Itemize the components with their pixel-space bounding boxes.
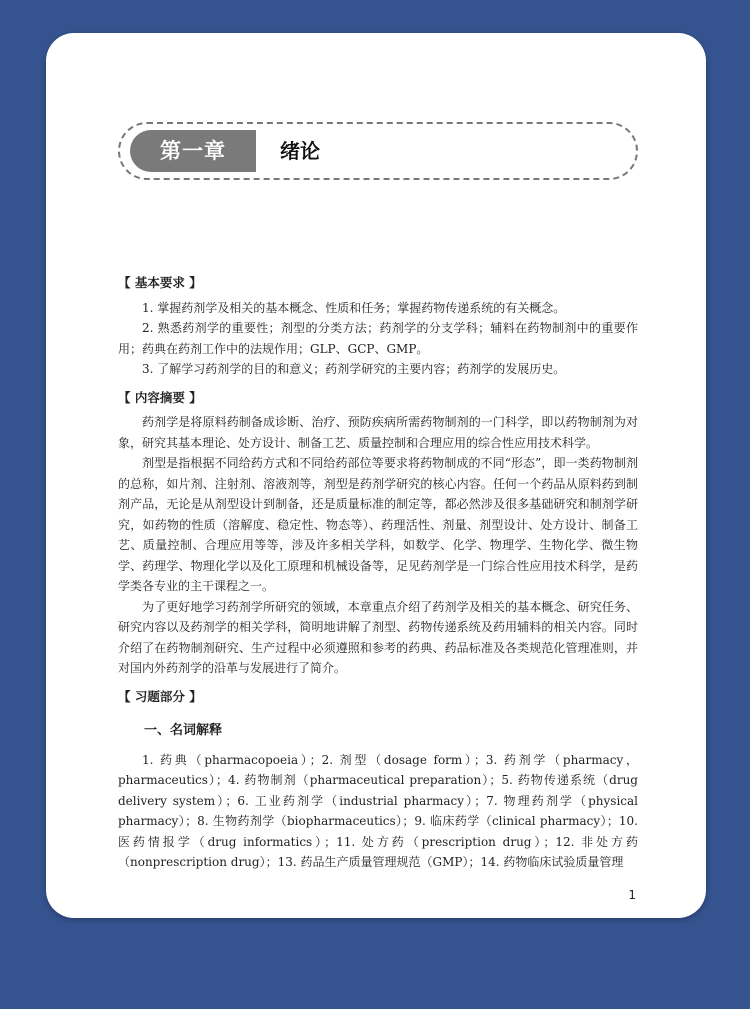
chapter-banner xyxy=(118,122,638,180)
chapter-number: 第一章 xyxy=(130,130,256,172)
requirement-item: 3. 了解学习药剂学的目的和意义；药剂学研究的主要内容；药剂学的发展历史。 xyxy=(142,362,566,376)
summary-paragraph: 为了更好地学习药剂学所研究的领域，本章重点介绍了药剂学及相关的基本概念、研究任务、研究内容以及药剂学的相关学科，简明地讲解了剂型、药物传递系统及药用辅料的相关内容。同时介绍了在药物制剂研究、生产过程中必须遵照和参考的药典、药品标准及各类规范化管理准则，并对国内外药剂学的沿革与发展进行了简介。 xyxy=(118,599,638,675)
summary-paragraph: 剂型是指根据不同给药方式和不同给药部位等要求将药物制成的不同“形态”，即一类药物制剂的总称，如片剂、注射剂、溶液剂等，剂型是药剂学研究的核心内容。任何一个药品从原料药到制剂产品，无论是从剂型设计到制备，还是质量标准的制定等，都必然涉及很多基础研究和制剂学研究，如药物的性质（溶解度、稳定性、物态等）、药理活性、剂量、剂型设计、处方设计、制备工艺、质量控制、合理应用等等，涉及许多相关学科，如数学、化学、物理学、生物化学、微生物学、药理学、物理化学以及化工原理和机械设备等，足见药剂学是一门综合性应用技术科学，是药学类各专业的主干课程之一。 xyxy=(118,456,638,593)
requirement-item: 2. 熟悉药剂学的重要性；剂型的分类方法；药剂学的分支学科；辅料在药物制剂中的重要作用；药典在药剂工作中的法规作用；GLP、GCP、GMP。 xyxy=(118,321,638,356)
summary-paragraph: 药剂学是将原料药制备成诊断、治疗、预防疾病所需药物制剂的一门科学，即以药物制剂为对象，研究其基本理论、处方设计、制备工艺、质量控制和合理应用的综合性应用技术科学。 xyxy=(118,415,638,450)
page-content xyxy=(118,269,638,873)
summary-heading: 【 内容摘要 】 xyxy=(118,389,202,405)
requirement-item: 1. 掌握药剂学及相关的基本概念、性质和任务；掌握药物传递系统的有关概念。 xyxy=(142,300,566,315)
requirements-heading: 【 基本要求 】 xyxy=(118,275,202,290)
page-number: 1 xyxy=(628,888,636,902)
terms-paragraph: 1. 药典（pharmacopoeia）；2. 剂型（dosage form）；3. 药剂学（pharmacy，pharmaceutics）；4. 药物制剂（pharmaceutical preparation）；5. 药物传递系统（drug delivery system）；6. 工业药剂学（industrial pharmacy）；7. 物理药剂学（physical pharmacy）；8. 生物药剂学（biopharmaceutics）；9. 临床药学（clinical pharmacy）；10. 医药情报学（drug informatics）；11. 处方药（prescription drug）；12. 非处方药（nonprescription drug）；13. 药品生产质量管理规范（GMP）；14. 药物临床试验质量管理 xyxy=(118,752,638,869)
document-page xyxy=(46,33,706,918)
chapter-title: 绪论 xyxy=(280,139,320,163)
exercises-heading: 【 习题部分 】 xyxy=(118,688,202,704)
terms-subheading: 一、名词解释 xyxy=(144,723,223,738)
